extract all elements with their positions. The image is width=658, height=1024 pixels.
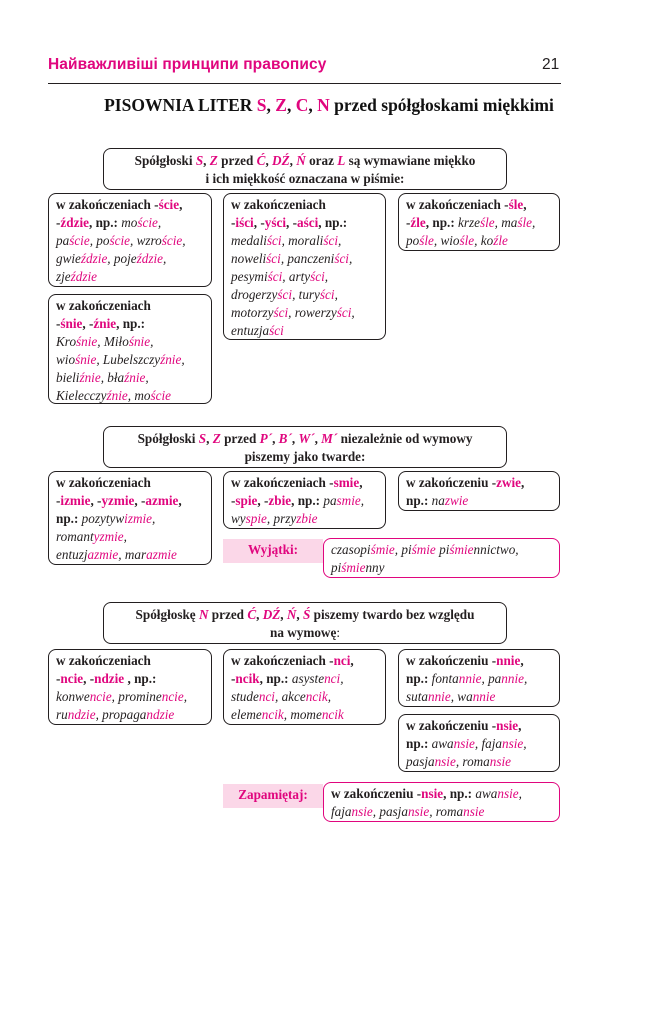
exceptions-label: Wyjątki:	[223, 539, 323, 563]
rule-box-hard-spelling: Spółgłoski S, Z przed P´, B´, W´, M´ niezależnie od wymowy piszemy jako twarde:	[103, 426, 507, 468]
rule-box-hard-n: Spółgłoskę N przed Ć, DŹ, Ń, Ś piszemy twardo bez względu na wymowę:	[103, 602, 507, 644]
box-ending-zwie: w zakończeniu -zwie, np.: nazwie	[398, 471, 560, 511]
box-endings-izmie-yzmie-azmie: w zakończeniach -izmie, -yzmie, -azmie, np.: pozytywizmie, romantyzmie, entuzjazmie, marazmie	[48, 471, 212, 565]
box-endings-ncie-ndzie: w zakończeniach -ncie, -ndzie , np.: konwencie, prominencie, rundzie, propagandzie	[48, 649, 212, 725]
page-number: 21	[542, 56, 560, 73]
exceptions-box: czasopiśmie, piśmie piśmiennictwo, piśmienny	[323, 538, 560, 578]
remember-label: Zapamiętaj:	[223, 784, 323, 808]
header-divider	[48, 83, 561, 84]
box-endings-smie-spie-zbie: w zakończeniach -smie, -spie, -zbie, np.: pasmie, wyspie, przyzbie	[223, 471, 386, 529]
remember-box: w zakończeniu -nsie, np.: awansie, fajansie, pasjansie, romansie	[323, 782, 560, 822]
rule-box-soft-consonants: Spółgłoski S, Z przed Ć, DŹ, Ń oraz L są wymawiane miękko i ich miękkość oznaczana w piśmie:	[103, 148, 507, 190]
box-ending-nsie: w zakończeniu -nsie, np.: awansie, fajansie, pasjansie, romansie	[398, 714, 560, 772]
running-header-title: Найважливіші принципи правопису	[48, 56, 327, 73]
page-title: PISOWNIA LITER S, Z, C, N przed spółgłoskami miękkimi	[104, 95, 554, 115]
box-endings-snie-znie: w zakończeniach -śnie, -źnie, np.: Krośnie, Miłośnie, wiośnie, Lubelszczyźnie, bieliźnie, błaźnie, Kielecczyźnie, moście	[48, 294, 212, 404]
box-endings-nci-ncik: w zakończeniach -nci, -ncik, np.: asystenci, studenci, akcencik, elemencik, momencik	[223, 649, 386, 725]
box-endings-scie-zdzie: w zakończeniach -ście, -ździe, np.: moście, paście, poście, wzroście, gwieździe, pojeździe, zjeździe	[48, 193, 212, 287]
box-endings-isci-ysci-asci: w zakończeniach -iści, -yści, -aści, np.: medaliści, moraliści, noweliści, panczeniści, pesymiści, artyści, drogerzyści, turyści, motorzyści, rowerzyści, entuzjaści	[223, 193, 386, 340]
box-endings-sle-zle: w zakończeniach -śle, -źle, np.: krześle, maśle, pośle, wiośle, koźle	[398, 193, 560, 251]
box-ending-nnie: w zakończeniu -nnie, np.: fontannie, pannie, sutannie, wannie	[398, 649, 560, 707]
